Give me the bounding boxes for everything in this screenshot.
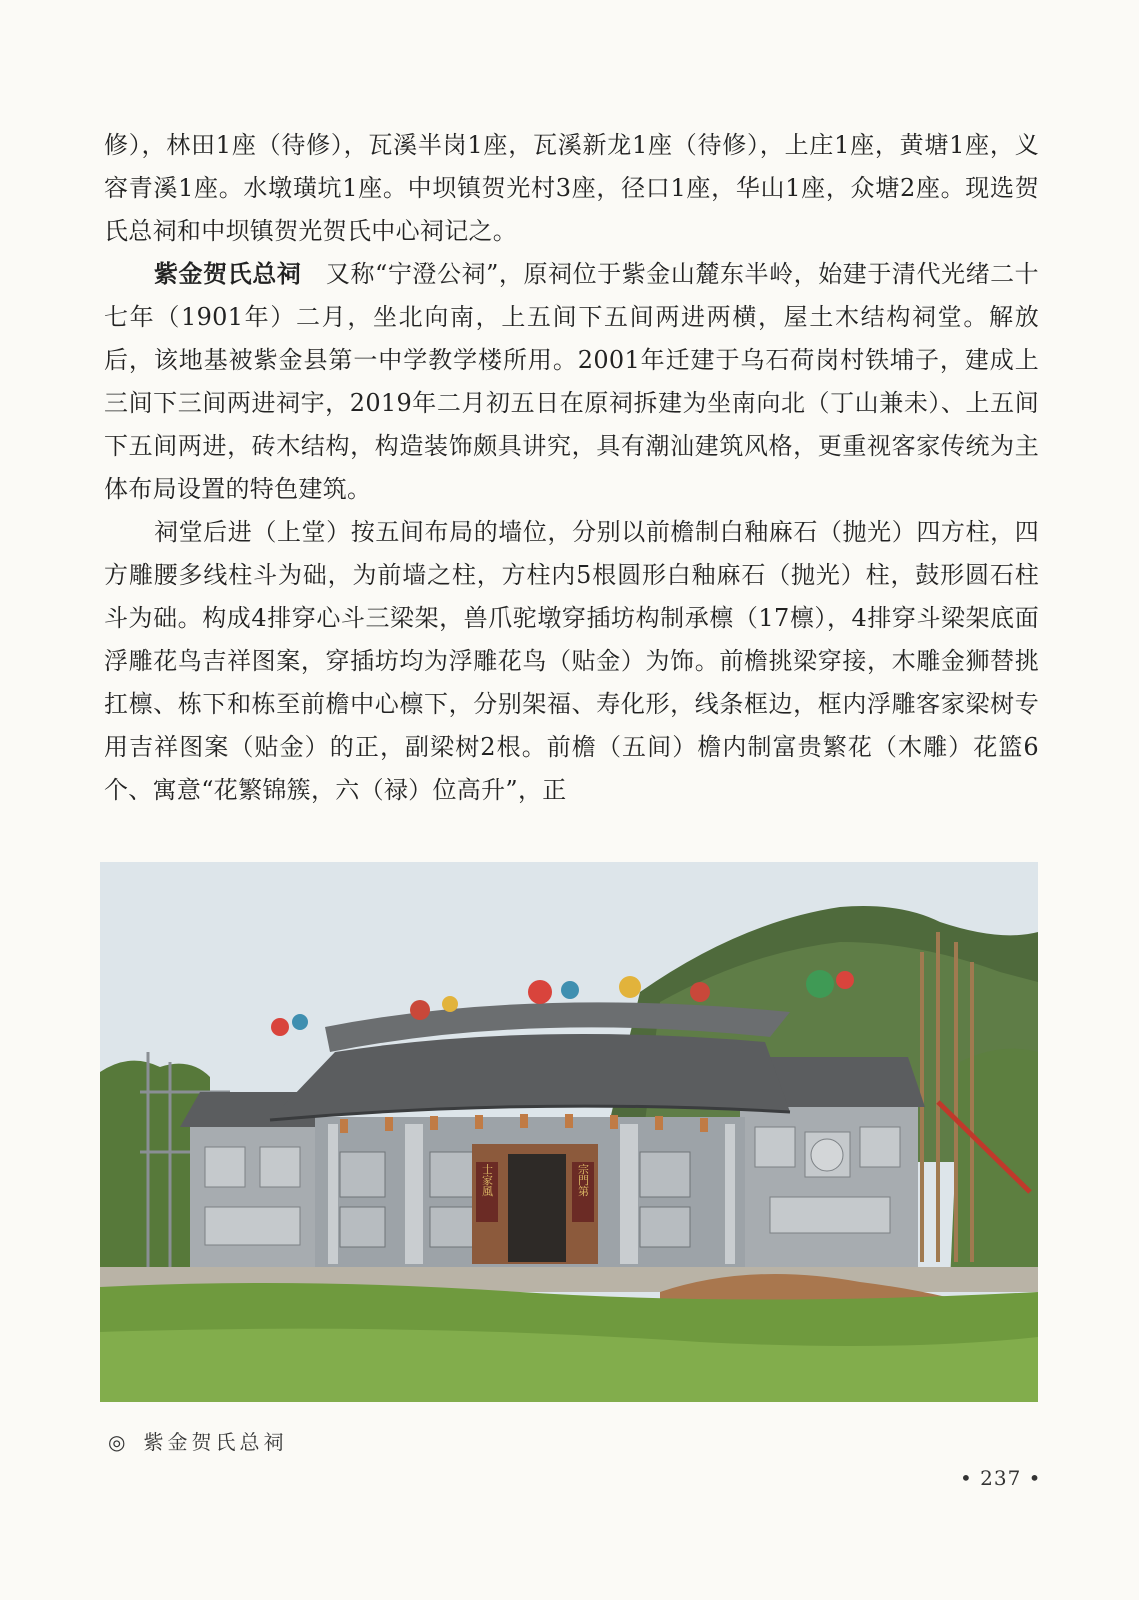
paragraph-1: 修），林田1座（待修），瓦溪半岗1座，瓦溪新龙1座（待修），上庄1座，黄塘1座，义容青溪1座。水墩璜坑1座。中坝镇贺光村3座，径口1座，华山1座，众塘2座。现选贺氏总祠和中坝镇贺光贺氏中心祠记之。 (104, 131, 1039, 245)
photo-caption (108, 1426, 287, 1455)
couplet-right: 宗門第 (576, 1163, 590, 1197)
body-text (104, 124, 1039, 812)
paragraph-2-body: 又称“宁澄公祠”，原祠位于紫金山麓东半岭，始建于清代光绪二十七年（1901年）二月，坐北向南，上五间下五间两进两横，屋土木结构祠堂。解放后，该地基被紫金县第一中学教学楼所用。2001年迁建于乌石荷岗村铁埔子，建成上三间下三间两进祠宇，2019年二月初五日在原祠拆建为坐南向北（丁山兼未）、上五间下五间两进，砖木结构，构造装饰颇具讲究，具有潮汕建筑风格，更重视客家传统为主体布局设置的特色建筑。 (104, 260, 1039, 503)
ancestral-hall-photo (100, 862, 1038, 1402)
couplet-left: 士家風 (480, 1163, 494, 1197)
section-heading: 紫金贺氏总祠 (154, 260, 302, 288)
page-number: • 237 • (960, 1466, 1042, 1490)
caption-mark: ◎ (108, 1430, 130, 1454)
paragraph-3: 祠堂后进（上堂）按五间布局的墙位，分别以前檐制白釉麻石（抛光）四方柱，四方雕腰多线柱斗为础，为前墙之柱，方柱内5根圆形白釉麻石（抛光）柱，鼓形圆石柱斗为础。构成4排穿心斗三梁架，兽爪驼墩穿插坊构制承檩（17檩），4排穿斗梁架底面浮雕花鸟吉祥图案，穿插坊均为浮雕花鸟（贴金）为饰。前檐挑梁穿接，木雕金狮替挑扛檩、栋下和栋至前檐中心檩下，分别架福、寿化形，线条框边，框内浮雕客家梁树专用吉祥图案（贴金）的正，副梁树2根。前檐（五间）檐内制富贵繁花（木雕）花篮6个、寓意“花繁锦簇，六（禄）位高升”，正 (104, 518, 1039, 804)
photo-illustration (100, 862, 1038, 1402)
paragraph-2 (104, 253, 1039, 511)
caption-text: 紫金贺氏总祠 (143, 1430, 288, 1454)
